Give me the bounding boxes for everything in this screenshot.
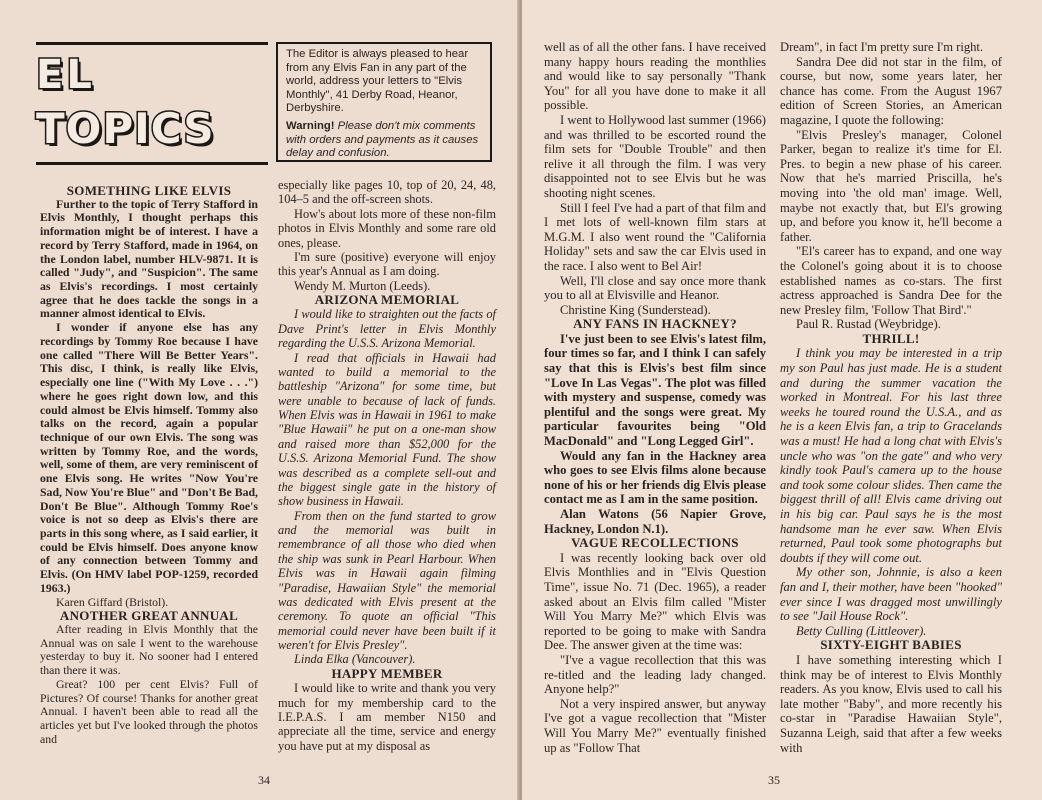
right-page-column-2 xyxy=(780,40,1002,755)
letter-paragraph: Sandra Dee did not star in the film, of course, but now, some years later, her chance has come. From the August 1967 edition of Screen Stories, an American magazine, I quote the following: xyxy=(780,54,1002,127)
continued-paragraph: well as of all the other fans. I have received many happy hours reading the monthlies and would like to say personally "Thank You" for all you have done to make it all possible. xyxy=(544,40,766,113)
letter-paragraph: Still I feel I've had a part of that film and I met lots of well-known film stars at M.G.M. I also went round the "California Holiday" sets and saw the car Elvis used in the race. I also went to Bel Air! xyxy=(544,200,766,273)
letter-signature: Alan Watons (56 Napier Grove, Hackney, London N.1). xyxy=(544,507,766,536)
letter-signature: Betty Culling (Littleover). xyxy=(796,623,927,638)
letter-paragraph: I would like to straighten out the facts of Dave Print's letter in Elvis Monthly regarding the U.S.S. Arizona Memorial. xyxy=(278,307,496,351)
letter-paragraph: I went to Hollywood last summer (1966) and was thrilled to be escorted round the film sets for "Double Trouble" and then relive it all through the film. I was very disappointed not to see Elvis but he was shooting night scenes. xyxy=(544,112,766,200)
letter-paragraph: How's about lots more of these non-film photos in Elvis Monthly and some rare old ones, please. xyxy=(278,206,496,250)
right-page-column-1 xyxy=(544,40,766,755)
masthead xyxy=(36,42,268,166)
letter-signature: Wendy M. Murton (Leeds). xyxy=(294,278,431,293)
editor-warning xyxy=(286,120,482,161)
page-number-right: 35 xyxy=(768,773,780,787)
editor-notice-box xyxy=(276,42,492,162)
left-page-column-1 xyxy=(40,184,258,746)
letter-paragraph: Great? 100 per cent Elvis? Full of Pictures? Of course! Thanks for another great Annual. I haven't been able to read all the articles yet but I've looked through the photos and xyxy=(40,676,258,746)
section-heading: ANOTHER GREAT ANNUAL xyxy=(59,608,239,624)
warning-label: Warning! xyxy=(286,119,335,132)
letter-signature: Linda Elka (Vancouver). xyxy=(294,652,416,667)
letter-signature: Karen Giffard (Bristol). xyxy=(56,594,169,609)
letter-signature: Paul R. Rustad (Weybridge). xyxy=(796,317,941,332)
letter-signature: Christine King (Sunderstead). xyxy=(560,302,711,317)
masthead-line-topics: TOPICS xyxy=(36,104,215,153)
section-heading: HAPPY MEMBER xyxy=(331,665,443,681)
section-heading: ANY FANS IN HACKNEY? xyxy=(573,316,737,332)
letter-paragraph: "I've a vague recollection that this was re-titled and the leading lady changed. Anyone help?" xyxy=(544,652,766,697)
letter-paragraph: I would like to write and thank you very much for my membership card to the I.E.P.A.S. I am member N150 and appreciate all the time, service and energy you have put at my disposal as xyxy=(278,681,496,753)
letter-paragraph: After reading in Elvis Monthly that the Annual was on sale I went to the warehouse yesterday to buy it. No sooner had I entered than there it was. xyxy=(40,622,258,678)
section-heading: VAGUE RECOLLECTIONS xyxy=(571,535,739,551)
letter-paragraph: Would any fan in the Hackney area who goes to see Elvis films alone because none of his or her friends dig Elvis please contact me as I am in the same position. xyxy=(544,448,766,507)
section-heading: SOMETHING LIKE ELVIS xyxy=(66,183,232,198)
editor-note: The Editor is always pleased to hear from any Elvis Fan in any part of the world, address your letters to "Elvis Monthly", 41 Derby Road, Heanor, Derbyshire. xyxy=(286,48,469,115)
letter-paragraph: I think you may be interested in a trip my son Paul has just made. He is a student and during the summer vacation the worked in Montreal. For his last three weeks he toured round the U.S.A., and as he is a keen Elvis fan, a trip to Gracelands was a must! He had a long chat with Elvis's uncle who was "on the gate" and who very kindly took Paul's camera up to the house and took some colour slides. Then came the biggest thrill of all! Elvis came driving out in his big car. Paul says he is the most handsome man he ever saw. When Elvis returned, Paul took some photographs but doubts if they will come out. xyxy=(780,346,1002,565)
masthead-line-el: EL xyxy=(36,52,95,98)
letter-paragraph: I'm sure (positive) everyone will enjoy this year's Annual as I am doing. xyxy=(278,249,496,279)
letter-paragraph: I wonder if anyone else has any recordings by Tommy Roe because I have one called "There Will Be Better Years". This disc, I think, is really like Elvis, especially one line ("With My Love . . .") where he goes right down low, and this could almost be Elvis himself. Tommy also talks on the record, again a popular technique of our own Elvis. The song was written by Tommy Roe, and the words, well, some of them, are very reminiscent of one Elvis song. He writes "Now You're Sad, Now You're Blue" and "Don't Be Bad, Don't Be Blue". Although Tommy Roe's voice is not so deep as Elvis's there are parts in this song where, as I said earlier, it could be Elvis himself. Does anyone know of any connection between Tommy and Elvis. (On HMV label POP-1259, recorded 1963.) xyxy=(40,320,258,595)
masthead-top-rule xyxy=(36,42,268,45)
section-heading: ARIZONA MEMORIAL xyxy=(314,292,460,307)
letter-paragraph: Well, I'll close and say once more thank you to all at Elvisville and Heanor. xyxy=(544,273,766,303)
section-heading: THRILL! xyxy=(862,330,920,346)
letter-paragraph: I read that officials in Hawaii had wanted to build a memorial to the battleship "Arizona" for some time, but were unable to because of lack of funds. When Elvis was in Hawaii in 1961 to make "Blue Hawaii" he put on a one-man show and raised more than $52,000 for the U.S.S. Arizona Memorial Fund. The show was described as a complete sell-out and the biggest single gate in the history of show business in Hawaii. xyxy=(278,350,496,509)
letter-paragraph: Not a very inspired answer, but anyway I've got a vague recollection that "Mister Will You Marry Me?" eventually finished up as "Follow That xyxy=(544,696,766,755)
left-page-column-2 xyxy=(278,178,496,753)
section-heading: SIXTY-EIGHT BABIES xyxy=(820,637,962,653)
letter-paragraph: From then on the fund started to grow and the memorial was built in remembrance of all those who died when the ship was sunk in Pearl Harbour. When Elvis was in Hawaii again filming "Paradise, Hawaiian Style" the memorial was dedicated with Elvis present at the ceremony. To quote an official "This memorial could never have been built if it weren't for Elvis Presley". xyxy=(278,508,496,652)
warning-text: Please don't mix comments with orders and payments as it causes delay and confusion. xyxy=(286,119,479,160)
letter-paragraph: "Elvis Presley's manager, Colonel Parker, began to realize it's time for El. Pres. to begin a new phase of his career. Now that he's married Priscilla, he's moving into 'the old man' image. Well, maybe not exactly that, but El's growing up, and before you know it, he'll become a father. xyxy=(780,127,1002,244)
letter-paragraph: Further to the topic of Terry Stafford in Elvis Monthly, I thought perhaps this information might be of interest. I have a record by Terry Stafford, made in 1964, on the London label, number HLV-9871. It is called "Judy", and "Suspicion". The same as Elvis's recordings. I most certainly agree that he does tackle the songs in a manner almost identical to Elvis. xyxy=(40,196,258,321)
right-page xyxy=(522,0,1042,800)
letter-paragraph: "El's career has to expand, and one way the Colonel's going about it is to choose established names as co-stars. The first actress approached is Sandra Dee for the new Presley film, 'Follow That Bird'." xyxy=(780,244,1002,317)
page-number-left: 34 xyxy=(258,773,270,787)
continued-paragraph: Dream", in fact I'm pretty sure I'm right. xyxy=(780,40,984,54)
left-page xyxy=(0,0,519,800)
letter-paragraph: My other son, Johnnie, is also a keen fan and I, their mother, have been "hooked" ever since I was dragged most unwillingly to see "Jail House Rock". xyxy=(780,565,1002,624)
letter-paragraph: I was recently looking back over old Elvis Monthlies and in "Elvis Question Time", issue No. 71 (Dec. 1965), a reader asked about an Elvis film called "Mister Will You Marry Me?" which Elvis was reported to be going to make with Sandra Dee. The answer given at the time was: xyxy=(544,550,766,653)
letter-paragraph: I've just been to see Elvis's latest film, four times so far, and I think I can safely say that this is Elvis's best film since "Love In Las Vegas". The plot was filled with mystery and suspense, comedy was plentiful and the songs were great. My particular favourites being "Old MacDonald" and "Long Legged Girl". xyxy=(544,331,766,449)
continued-paragraph: especially like pages 10, top of 20, 24, 48, 104–5 and the off-screen shots. xyxy=(278,178,496,207)
masthead-bottom-rule xyxy=(36,162,268,165)
letter-paragraph: I have something interesting which I think may be of interest to Elvis Monthly readers. As you know, Elvis used to call his late mother "Baby", and more recently his co-star in "Paradise Hawaiian Style", Suzanna Leigh, said that after a few weeks with xyxy=(780,652,1002,755)
